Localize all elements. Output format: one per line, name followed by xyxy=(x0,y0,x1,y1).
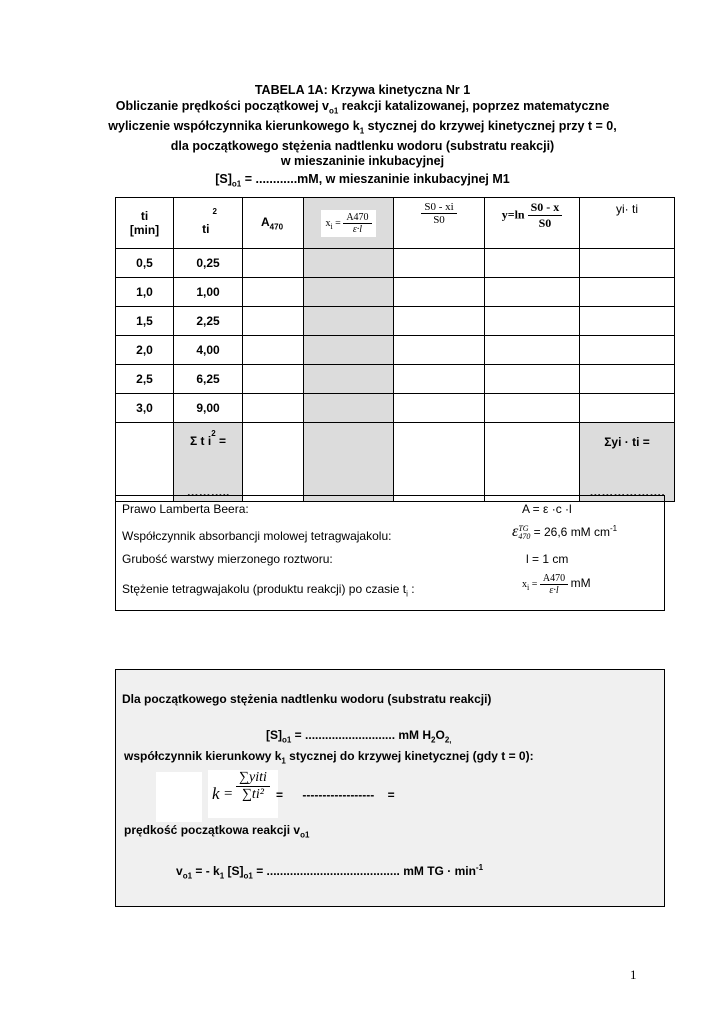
table-row xyxy=(116,394,675,423)
cell-t2: 9,00 xyxy=(174,394,243,423)
header-y-ln: y=ln $\frac{S0 - x}{S0}$ xyxy=(485,198,580,249)
cell-sum-yt[interactable]: Σyi · ti = ………………. xyxy=(580,423,675,502)
header-ti: ti [min] xyxy=(116,198,174,249)
substrate-concentration-line: $[S]_{o1} = ............mM$, w mieszaninie inkubacyjnej M1 xyxy=(215,172,510,189)
cell-yt[interactable] xyxy=(580,394,675,423)
cell-y[interactable] xyxy=(485,249,580,278)
title-line-4: dla początkowego stężenia nadtlenku wodoru (substratu reakcji) xyxy=(170,138,555,153)
cell-t: 1,5 xyxy=(116,307,174,336)
table-row xyxy=(116,278,675,307)
thickness-label: Grubość warstwy mierzonego roztworu: xyxy=(122,552,333,566)
cell-t2: 2,25 xyxy=(174,307,243,336)
table-row xyxy=(116,249,675,278)
lambert-beer-box xyxy=(115,495,665,611)
law-label: Prawo Lamberta Beera: xyxy=(122,502,249,516)
cell-yt[interactable] xyxy=(580,336,675,365)
k-heading: Dla początkowego stężenia nadtlenku wodoru (substratu reakcji) xyxy=(122,692,492,706)
k-result[interactable]: = ------------------ = xyxy=(276,788,395,802)
cell-a470[interactable] xyxy=(243,278,304,307)
cell-a470[interactable] xyxy=(243,249,304,278)
s-o1-line: $[S]_{o1}$ = ........................... mM $H_2O_{2,}$ xyxy=(266,728,452,745)
slope-calculation-box xyxy=(115,669,665,907)
page-number: 1 xyxy=(630,967,637,982)
conc-label: Stężenie tetragwajakolu (produktu reakcji) po czasie $t_i$ : xyxy=(122,582,415,599)
cell-t: 3,0 xyxy=(116,394,174,423)
header-substrate-fraction: $\frac{S0 - xi}{S0}$ xyxy=(394,198,485,249)
conc-formula: $x_i$ = $\frac{A470}{\varepsilon\cdot l}$ mM xyxy=(522,573,591,596)
table-row xyxy=(116,336,675,365)
k-formula: k = ∑yiti ∑ti² xyxy=(208,770,278,818)
cell-substrate[interactable] xyxy=(394,249,485,278)
header-a470: $A_{470}$ xyxy=(243,198,304,249)
cell-y[interactable] xyxy=(485,278,580,307)
cell-yt[interactable] xyxy=(580,365,675,394)
cell-y[interactable] xyxy=(485,336,580,365)
cell-sum-a470 xyxy=(243,423,304,502)
cell-xi xyxy=(304,394,394,423)
header-xi-formula: $x_i$ = $\frac{A470}{\varepsilon\cdot l}$ xyxy=(304,198,394,249)
cell-substrate[interactable] xyxy=(394,394,485,423)
cell-y[interactable] xyxy=(485,365,580,394)
cell-t: 0,5 xyxy=(116,249,174,278)
cell-t2: 6,25 xyxy=(174,365,243,394)
cell-t2: 1,00 xyxy=(174,278,243,307)
thickness-value: l = 1 cm xyxy=(526,552,569,566)
cell-substrate[interactable] xyxy=(394,278,485,307)
cell-t: 1,0 xyxy=(116,278,174,307)
cell-yt[interactable] xyxy=(580,307,675,336)
cell-sum-y xyxy=(485,423,580,502)
cell-sum-xi xyxy=(304,423,394,502)
cell-sum-t2[interactable]: Σ t $i^2$ = ……….. xyxy=(174,423,243,502)
header-yi-ti: yi· ti xyxy=(580,198,675,249)
cell-t: 2,5 xyxy=(116,365,174,394)
cell-xi xyxy=(304,278,394,307)
formula-background xyxy=(156,772,202,822)
title-line-5: w mieszaninie inkubacyjnej xyxy=(280,154,445,168)
cell-a470[interactable] xyxy=(243,336,304,365)
cell-y[interactable] xyxy=(485,394,580,423)
cell-substrate[interactable] xyxy=(394,365,485,394)
table-header-row xyxy=(116,198,675,249)
law-formula: A = ε ·c ·l xyxy=(522,502,572,516)
title-line-1: TABELA 1A: Krzywa kinetyczna Nr 1 xyxy=(254,83,471,97)
cell-xi xyxy=(304,307,394,336)
cell-a470[interactable] xyxy=(243,307,304,336)
cell-a470[interactable] xyxy=(243,394,304,423)
table-sum-row xyxy=(116,423,675,502)
coef-line: współczynnik kierunkowy $k_1$ stycznej do krzywej kinetycznej (gdy t = 0): xyxy=(124,749,534,766)
cell-xi xyxy=(304,249,394,278)
cell-substrate[interactable] xyxy=(394,307,485,336)
cell-sum-empty xyxy=(116,423,174,502)
title-line-2: Obliczanie prędkości początkowej $v_{o1}$ reakcji katalizowanej, poprzez matematyczne xyxy=(115,98,610,115)
cell-t2: 0,25 xyxy=(174,249,243,278)
cell-yt[interactable] xyxy=(580,249,675,278)
kinetics-table xyxy=(115,197,675,502)
coef-value: ε TG 470 = 26,6 mM $cm^{-1}$ xyxy=(512,523,618,541)
cell-sum-substrate xyxy=(394,423,485,502)
title-line-3: wyliczenie współczynnika kierunkowego $k_1$ stycznej do krzywej kinetycznej przy t = 0, xyxy=(108,118,617,135)
document-title xyxy=(0,83,725,170)
rate-formula[interactable]: $v_{o1}$ = - $k_1$ $[S]_{o1}$ = ........................................ mM TG · $\min^{-1}$ xyxy=(176,863,484,881)
header-ti-squared: $ti^2$ xyxy=(174,198,243,249)
cell-t: 2,0 xyxy=(116,336,174,365)
cell-yt[interactable] xyxy=(580,278,675,307)
cell-t2: 4,00 xyxy=(174,336,243,365)
cell-substrate[interactable] xyxy=(394,336,485,365)
cell-a470[interactable] xyxy=(243,365,304,394)
cell-xi xyxy=(304,336,394,365)
cell-y[interactable] xyxy=(485,307,580,336)
rate-label: prędkość początkowa reakcji $v_{o1}$ xyxy=(124,823,310,840)
table-row xyxy=(116,307,675,336)
coef-label: Współczynnik absorbancji molowej tetragwajakolu: xyxy=(122,529,392,543)
cell-xi xyxy=(304,365,394,394)
table-row xyxy=(116,365,675,394)
